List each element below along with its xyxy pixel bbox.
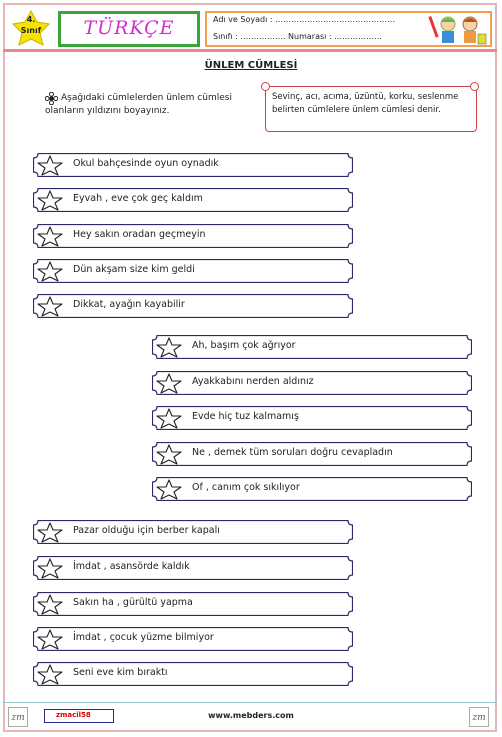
star-icon[interactable] [155, 337, 183, 358]
sentence-row [33, 556, 353, 580]
sentence-text: Sakın ha , gürültü yapma [73, 597, 193, 608]
grade-label [12, 14, 50, 36]
sentence-row [33, 153, 353, 177]
sentence-text: İmdat , asansörde kaldık [73, 561, 190, 572]
star-icon[interactable] [36, 190, 64, 211]
sentence-text: Dün akşam size kim geldi [73, 264, 195, 275]
left-logo: zm [8, 707, 28, 727]
footer-site[interactable]: www.mebders.com [208, 711, 294, 720]
header-rule [3, 49, 497, 52]
star-icon[interactable] [36, 296, 64, 317]
star-icon[interactable] [36, 629, 64, 650]
star-icon[interactable] [36, 522, 64, 543]
sentence-row [33, 259, 353, 283]
sentence-row [33, 224, 353, 248]
sentence-row [152, 406, 472, 430]
star-icon[interactable] [155, 444, 183, 465]
sentence-row [33, 662, 353, 686]
sentence-text: İmdat , çocuk yüzme bilmiyor [73, 632, 214, 643]
instruction-text: Aşağıdaki cümlelerden ünlem cümlesi olanların yıldızını boyayınız. [45, 93, 232, 116]
sentence-text: Okul bahçesinde oyun oynadık [73, 158, 219, 169]
sentence-text: Ayakkabını nerden aldınız [192, 376, 314, 387]
sentence-row [33, 627, 353, 651]
sentence-text: Pazar olduğu için berber kapalı [73, 525, 220, 536]
page-title: ÜNLEM CÜMLESİ [204, 60, 298, 71]
sentence-row [152, 371, 472, 395]
sentence-row [33, 592, 353, 616]
star-icon[interactable] [155, 479, 183, 500]
note-pin-icon [470, 82, 479, 91]
sentence-text: Evde hiç tuz kalmamış [192, 411, 299, 422]
star-icon[interactable] [155, 408, 183, 429]
definition-text: Sevinç, acı, acıma, üzüntü, korku, seslenme belirten cümlelere ünlem cümlesi denir. [272, 92, 459, 115]
sentence-text: Dikkat, ayağın kayabilir [73, 299, 185, 310]
subject-title: TÜRKÇE [83, 17, 175, 39]
grade-sub: Sınıf [20, 26, 42, 35]
star-icon[interactable] [36, 664, 64, 685]
sentence-row [33, 294, 353, 318]
sentence-text: Eyvah , eve çok geç kaldım [73, 193, 203, 204]
sentence-row [152, 442, 472, 466]
footer-code: zmacil58 [56, 711, 91, 719]
sentence-row [152, 335, 472, 359]
sentence-text: Hey sakın oradan geçmeyin [73, 229, 206, 240]
star-icon[interactable] [36, 226, 64, 247]
sentence-row [33, 188, 353, 212]
sentence-text: Ah, başım çok ağrıyor [192, 340, 296, 351]
star-icon[interactable] [36, 155, 64, 176]
sentence-text: Of , canım çok sıkılıyor [192, 482, 300, 493]
sentence-row [152, 477, 472, 501]
sentence-text: Ne , demek tüm soruları doğru cevapladın [192, 447, 393, 458]
note-pin-icon [261, 82, 270, 91]
sentence-text: Seni eve kim bıraktı [73, 667, 168, 678]
right-logo: zm [469, 707, 489, 727]
footer-rule [3, 702, 497, 703]
grade-number: 4. [26, 15, 36, 24]
name-field[interactable]: Adı ve Soyadı : ……………………………………… [213, 15, 396, 24]
star-icon[interactable] [36, 558, 64, 579]
star-icon[interactable] [36, 594, 64, 615]
class-number-field[interactable]: Sınıfı : …………….. Numarası : ……………... [213, 32, 382, 41]
sentence-row [33, 520, 353, 544]
children-illustration [428, 12, 488, 46]
star-icon[interactable] [36, 261, 64, 282]
star-icon[interactable] [155, 373, 183, 394]
